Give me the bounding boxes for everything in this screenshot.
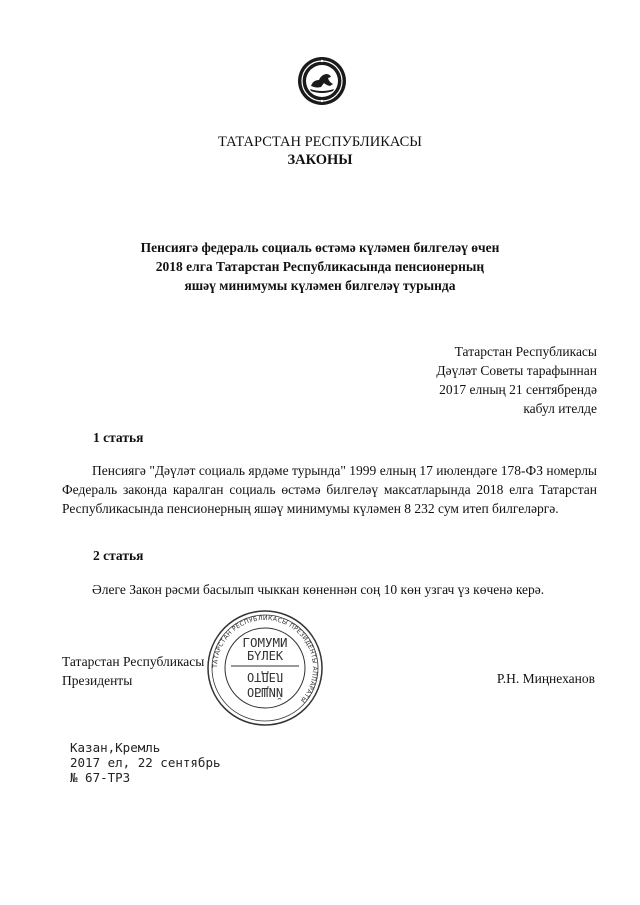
title-line-3: яшәү минимумы күләмен билгеләү турында: [184, 278, 456, 293]
signatory-title-line-2: Президенты: [62, 673, 133, 688]
title-line-1: Пенсиягә федераль социаль өстәмә күләмен билгеләү өчен: [140, 240, 500, 255]
stamp-word-3: ОТДЕЛ: [246, 670, 284, 684]
stamp-word-4: ОБЩИЙ: [246, 685, 284, 699]
adoption-line-1: Татарстан Республикасы: [454, 344, 597, 359]
article-2-heading: 2 статья: [93, 548, 144, 563]
office-stamp: [205, 608, 325, 728]
stamp-word-2: БҮЛЕК: [246, 649, 284, 663]
header-law: ЗАКОНЫ: [287, 152, 353, 168]
signatory-name: Р.Н. Миңнеханов: [496, 671, 595, 686]
registration-date: 2017 ел, 22 сентябрь: [70, 755, 221, 770]
adoption-note: [436, 342, 597, 418]
registration-block: [70, 740, 221, 785]
law-title: [60, 238, 580, 295]
registration-place: Казан,Кремль: [70, 740, 161, 755]
registration-number: № 67-ТРЗ: [70, 770, 131, 785]
stamp-word-1: ГОМУМИ: [242, 635, 288, 650]
adoption-line-3: 2017 елның 21 сентябрендә: [439, 382, 597, 397]
signatory-title: [62, 652, 204, 690]
title-line-2: 2018 елга Татарстан Республикасында пенсионерның: [155, 259, 485, 274]
article-2-text: Әлеге Закон рәсми басылып чыккан көненнән соң 10 көн узгач үз көченә керә.: [92, 582, 545, 597]
article-1-text: Пенсиягә "Дәүләт социаль ярдәме турында" 1999 елның 17 июлендәге 178-ФЗ номерлы Федераль законда каралган социаль өстәмә билгеләү максатларында 2018 елга Татарстан Республикасында пенсионерның яшәү минимумы күләмен 8 232 сум итеп билгеләргә.: [62, 463, 597, 516]
header-republic: ТАТАРСТАН РЕСПУБЛИКАСЫ: [218, 134, 422, 150]
adoption-line-2: Дәүләт Советы тарафыннан: [436, 363, 597, 378]
tatarstan-coat-of-arms-icon: [297, 56, 347, 106]
signatory-title-line-1: Татарстан Республикасы: [62, 654, 205, 669]
stamp-ring-text: ТАТАРСТАН РЕСПУБЛИКАСЫ ПРЕЗИДЕНТЫ АППАРАТЫ: [211, 614, 319, 704]
adoption-line-4: кабул ителде: [523, 401, 597, 416]
article-1-heading: 1 статья: [93, 430, 144, 445]
